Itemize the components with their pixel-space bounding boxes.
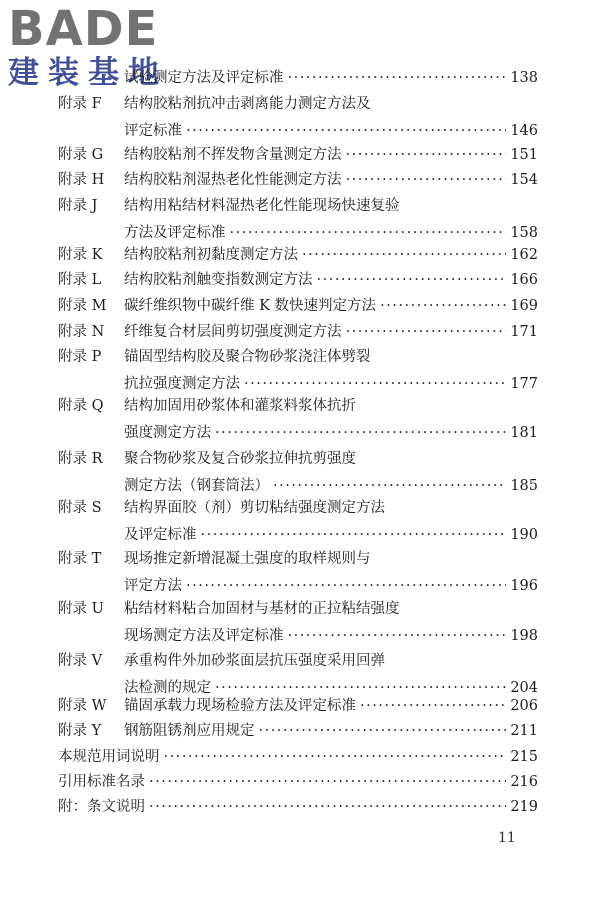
entry-title: 方法及评定标准 [124,225,226,241]
appendix-label: 附录 S [58,500,102,516]
toc-entry-line [58,68,538,88]
toc-entry-line [58,599,538,619]
entry-title: 结构用粘结材料湿热老化性能现场快速复验 [124,198,400,214]
entry-title: 测定方法（钢套筒法） [124,478,269,494]
entry-title: 粘结材料粘合加固材与基材的正拉粘结强度 [124,601,400,617]
leader-dots [149,797,506,817]
toc-entry[interactable] [58,449,538,496]
entry-page-number: 138 [510,70,538,86]
toc-entry-line [58,772,538,792]
entry-page-number: 171 [510,324,538,340]
appendix-label: 附录 F [58,96,102,112]
leader-dots [288,68,507,88]
appendix-label: 附录 G [58,147,104,163]
toc-entry[interactable] [58,651,538,698]
entry-title: 试验测定方法及评定标准 [124,70,284,86]
entry-title: 碳纤维织物中碳纤维 K 数快速判定方法 [124,298,377,314]
toc-entry-line [58,223,538,243]
entry-title: 附：条文说明 [58,799,145,815]
entry-title: 及评定标准 [124,527,197,543]
toc-entry[interactable] [58,772,538,792]
leader-dots [288,626,507,646]
toc-entry-line [58,396,538,416]
appendix-label: 附录 W [58,698,107,714]
toc-entry-line [58,94,538,114]
toc-entry-line [58,121,538,141]
entry-title: 强度测定方法 [124,425,211,441]
toc-entry-line [58,449,538,469]
toc-entry-line [58,549,538,569]
entry-title: 锚固承载力现场检验方法及评定标准 [124,698,356,714]
toc-entry-line [58,696,538,716]
appendix-label: 附录 R [58,451,103,467]
appendix-label: 附录 Y [58,723,102,739]
appendix-label: 附录 H [58,172,105,188]
entry-title: 法检测的规定 [124,680,211,696]
leader-dots [230,223,507,243]
appendix-label: 附录 K [58,247,103,263]
toc-entry[interactable] [58,797,538,817]
leader-dots [259,721,507,741]
leader-dots [215,423,506,443]
toc-entry-line [58,498,538,518]
entry-title: 结构加固用砂浆体和灌浆料浆体抗折 [124,398,356,414]
entry-page-number: 166 [510,272,538,288]
entry-title: 评定标准 [124,123,182,139]
entry-title: 承重构件外加砂浆面层抗压强度采用回弹 [124,653,385,669]
toc-entry[interactable] [58,68,538,88]
leader-dots [360,696,506,716]
toc-entry-line [58,270,538,290]
entry-page-number: 198 [510,628,538,644]
entry-title: 钢筋阻锈剂应用规定 [124,723,255,739]
entry-title: 结构胶粘剂抗冲击剥离能力测定方法及 [124,96,371,112]
appendix-label: 附录 V [58,653,103,669]
appendix-label: 附录 N [58,324,105,340]
toc-entry-line [58,678,538,698]
leader-dots [201,525,507,545]
leader-dots [273,476,506,496]
entry-title: 纤维复合材层间剪切强度测定方法 [124,324,342,340]
toc-entry-line [58,296,538,316]
appendix-label: 附录 L [58,272,102,288]
toc-entry-line [58,170,538,190]
entry-title: 结构胶粘剂触变指数测定方法 [124,272,313,288]
toc-entry-line [58,196,538,216]
toc-entry[interactable] [58,170,538,190]
toc-entry[interactable] [58,94,538,141]
toc-entry[interactable] [58,498,538,545]
entry-page-number: 162 [510,247,538,263]
toc-entry[interactable] [58,322,538,342]
entry-title: 聚合物砂浆及复合砂浆拉伸抗剪强度 [124,451,356,467]
entry-page-number: 206 [510,698,538,714]
toc-entry[interactable] [58,245,538,265]
entry-title: 现场测定方法及评定标准 [124,628,284,644]
entry-page-number: 211 [510,723,538,739]
leader-dots [346,145,507,165]
entry-title: 引用标准名录 [58,774,145,790]
entry-title: 本规范用词说明 [58,749,160,765]
entry-title: 评定方法 [124,578,182,594]
toc-entry-line [58,374,538,394]
entry-page-number: 181 [510,425,538,441]
appendix-label: 附录 M [58,298,107,314]
entry-title: 现场推定新增混凝土强度的取样规则与 [124,551,371,567]
entry-title: 结构胶粘剂不挥发物含量测定方法 [124,147,342,163]
entry-page-number: 154 [510,172,538,188]
toc-entry[interactable] [58,347,538,394]
toc-entry-line [58,626,538,646]
entry-page-number: 158 [510,225,538,241]
toc-entry-line [58,423,538,443]
appendix-label: 附录 U [58,601,104,617]
toc-entry[interactable] [58,296,538,316]
entry-page-number: 177 [510,376,538,392]
toc-entry-line [58,145,538,165]
toc-entry-line [58,525,538,545]
leader-dots [346,170,507,190]
toc-entry-line [58,576,538,596]
appendix-label: 附录 J [58,198,98,214]
logo-wordmark: BADE [8,1,159,57]
entry-title: 结构胶粘剂湿热老化性能测定方法 [124,172,342,188]
appendix-label: 附录 P [58,349,102,365]
leader-dots [164,747,507,767]
toc-entry[interactable] [58,599,538,646]
toc-entry[interactable] [58,549,538,596]
leader-dots [186,576,506,596]
toc-entry-line [58,651,538,671]
leader-dots [215,678,506,698]
toc-entry-line [58,721,538,741]
entry-page-number: 190 [510,527,538,543]
toc-entry-line [58,347,538,367]
leader-dots [346,322,507,342]
entry-page-number: 146 [510,123,538,139]
leader-dots [380,296,506,316]
entry-title: 锚固型结构胶及聚合物砂浆浇注体劈裂 [124,349,371,365]
toc-entry[interactable] [58,270,538,290]
leader-dots [149,772,506,792]
toc-entry[interactable] [58,196,538,243]
entry-title: 结构胶粘剂初黏度测定方法 [124,247,298,263]
toc-entry-line [58,322,538,342]
logo-subtitle: 建装基地 [8,55,168,91]
leader-dots [302,245,506,265]
entry-title: 结构界面胶（剂）剪切粘结强度测定方法 [124,500,385,516]
appendix-label: 附录 T [58,551,102,567]
page-number: 11 [498,830,516,846]
toc-entry[interactable] [58,747,538,767]
entry-page-number: 215 [510,749,538,765]
appendix-label: 附录 Q [58,398,104,414]
entry-page-number: 169 [510,298,538,314]
toc-entry[interactable] [58,696,538,716]
toc-entry[interactable] [58,721,538,741]
leader-dots [244,374,506,394]
leader-dots [186,121,506,141]
entry-page-number: 185 [510,478,538,494]
entry-page-number: 219 [510,799,538,815]
entry-page-number: 196 [510,578,538,594]
entry-page-number: 204 [510,680,538,696]
toc-entry[interactable] [58,145,538,165]
toc-entry-line [58,747,538,767]
toc-entry-line [58,476,538,496]
toc-entry-line [58,245,538,265]
entry-page-number: 151 [510,147,538,163]
leader-dots [317,270,507,290]
toc-entry[interactable] [58,396,538,443]
entry-title: 抗拉强度测定方法 [124,376,240,392]
toc-entry-line [58,797,538,817]
entry-page-number: 216 [510,774,538,790]
